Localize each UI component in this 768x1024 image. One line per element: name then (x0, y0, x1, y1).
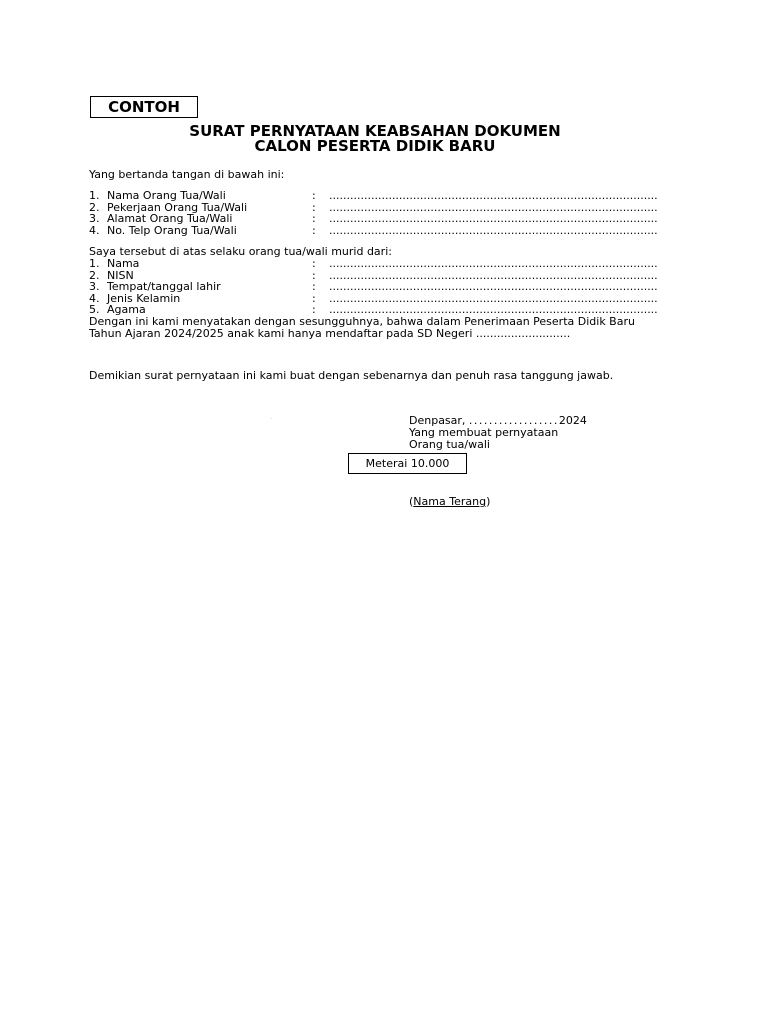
signature-year: 2024 (558, 414, 587, 427)
field-separator: : (312, 200, 316, 214)
field-number: 2. (89, 268, 100, 282)
field-number: 5. (89, 303, 100, 316)
field-number: 3. (89, 212, 100, 225)
field-separator: : (312, 280, 316, 293)
example-stamp-label: CONTOH (90, 96, 198, 118)
field-blank-line: .............................................................................................. (329, 280, 658, 293)
field-number: 4. (89, 223, 100, 237)
document-title-line-2: CALON PESERTA DIDIK BARU (254, 137, 496, 155)
field-number: 4. (89, 291, 100, 305)
field-label: Nama Orang Tua/Wali (107, 189, 226, 202)
parent-field-row-phone (0, 224, 768, 238)
name-open-paren: ( (409, 495, 414, 508)
field-separator: : (312, 223, 316, 237)
field-label: Nama (107, 257, 140, 270)
field-number: 3. (89, 280, 100, 293)
field-separator: : (312, 257, 316, 270)
field-blank-line: .............................................................................................. (329, 212, 658, 225)
signature-role-line-2: Orang tua/wali (409, 438, 490, 451)
field-blank-line: .............................................................................................. (329, 291, 658, 305)
field-number: 1. (89, 189, 100, 202)
field-separator: : (312, 268, 316, 282)
intro-text: Yang bertanda tangan di bawah ini: (89, 168, 285, 181)
field-label: Tempat/tanggal lahir (107, 280, 221, 293)
statement-line-1: Dengan ini kami menyatakan dengan sesungguhnya, bahwa dalam Penerimaan Peserta Didik Baru (89, 315, 635, 328)
field-separator: : (312, 212, 316, 225)
signer-name-line (409, 495, 490, 509)
field-separator: : (312, 303, 316, 316)
field-number: 2. (89, 200, 100, 214)
field-blank-line: .............................................................................................. (329, 223, 658, 237)
field-label: NISN (107, 268, 134, 282)
field-blank-line: .............................................................................................. (329, 257, 658, 270)
field-blank-line: .............................................................................................. (329, 268, 658, 282)
field-separator: : (312, 291, 316, 305)
stray-mark: . (270, 413, 273, 421)
field-blank-line: .............................................................................................. (329, 200, 658, 214)
signer-name-placeholder: Nama Terang (413, 495, 487, 508)
name-close-paren: ) (486, 495, 491, 508)
signature-role-line-1: Yang membuat pernyataan (409, 426, 559, 439)
field-label: Pekerjaan Orang Tua/Wali (107, 200, 248, 214)
field-blank-line: .............................................................................................. (329, 303, 658, 316)
field-separator: : (312, 189, 316, 202)
statement-line-2: Tahun Ajaran 2024/2025 anak kami hanya mendaftar pada SD Negeri ........................... (89, 326, 571, 340)
field-label: No. Telp Orang Tua/Wali (107, 223, 237, 237)
field-label: Alamat Orang Tua/Wali (107, 212, 233, 225)
field-label: Jenis Kelamin (107, 291, 181, 305)
field-number: 1. (89, 257, 100, 270)
signature-date-blank: .................. (468, 414, 559, 427)
field-blank-line: .............................................................................................. (329, 189, 658, 202)
closing-text: Demikian surat pernyataan ini kami buat dengan sebenarnya dan penuh rasa tanggung jawab. (89, 369, 614, 382)
document-title-line-1: SURAT PERNYATAAN KEABSAHAN DOKUMEN (189, 122, 561, 140)
student-intro-text: Saya tersebut di atas selaku orang tua/wali murid dari: (89, 245, 392, 258)
field-label: Agama (107, 303, 146, 316)
signature-place: Denpasar, (409, 414, 469, 427)
revenue-stamp-box: Meterai 10.000 (348, 453, 467, 474)
